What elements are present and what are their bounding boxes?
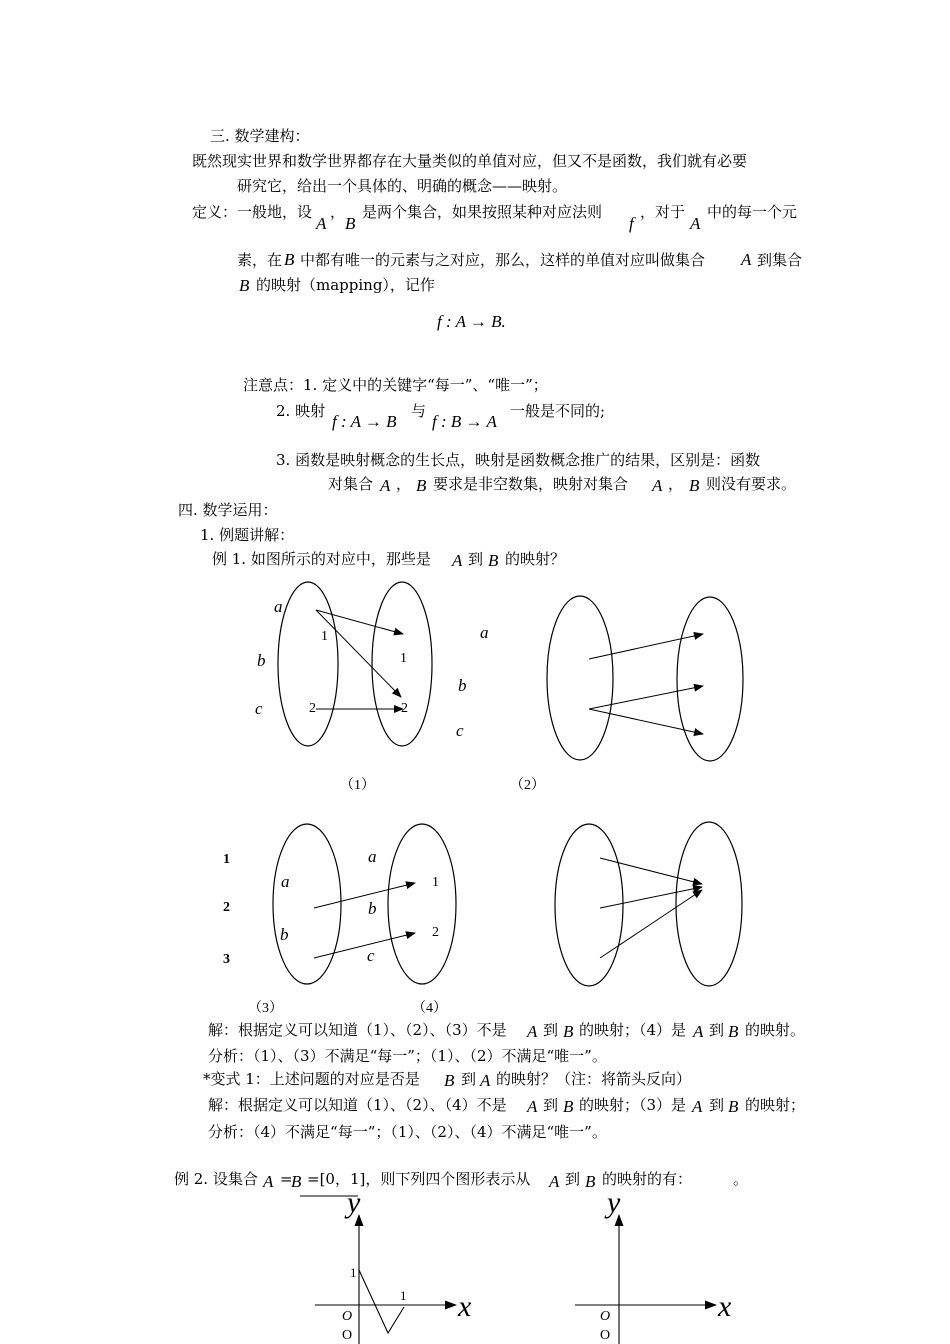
definition-set-a: A bbox=[316, 214, 327, 233]
note-1: 注意点：1. 定义中的关键字“每一”、“唯一”； bbox=[243, 376, 548, 394]
diagram-1-caption: （1） bbox=[340, 778, 375, 793]
diagram-4-left-label: c bbox=[367, 946, 375, 965]
diagram-1-arrow bbox=[316, 610, 403, 634]
definition-line2-text: 中都有唯一的元素与之对应，那么，这样的单值对应叫做集合 bbox=[300, 251, 706, 269]
example-2-a: 例 2. 设集合 bbox=[174, 1170, 258, 1188]
diagram-2-right-set bbox=[677, 597, 743, 761]
example-2-d: 的映射的有： bbox=[602, 1170, 693, 1188]
graph-2-y-label: y bbox=[607, 1190, 621, 1219]
diagram-4-caption: （4） bbox=[412, 1001, 447, 1016]
note-3-set-b-2: B bbox=[689, 476, 700, 495]
solution-1-c: 的映射；（4）是 bbox=[579, 1021, 687, 1039]
section-heading: 三. 数学建构： bbox=[210, 127, 310, 145]
diagram-3 bbox=[223, 824, 456, 1016]
diagram-3-right-label: 2 bbox=[432, 925, 439, 940]
solution-2-a: 解：根据定义可以知道（1）、（2）、（4）不是 bbox=[208, 1096, 507, 1114]
solution-1-set-b: B bbox=[563, 1022, 574, 1041]
graph-2-origin-2: O bbox=[600, 1328, 611, 1343]
diagram-2-left-set bbox=[547, 596, 613, 760]
solution-1-set-b-2: B bbox=[728, 1022, 739, 1041]
solution-1-e: 的映射。 bbox=[745, 1021, 806, 1039]
definition-set-b: B bbox=[345, 214, 356, 233]
definition-middle: 是两个集合，如果按照某种对应法则 bbox=[362, 203, 603, 221]
example-2-c: 到 bbox=[565, 1170, 581, 1188]
solution-2-b: 到 bbox=[543, 1096, 559, 1114]
variant-1-set-b: B bbox=[444, 1071, 455, 1090]
graph-2 bbox=[575, 1190, 732, 1344]
note-3-set-a-2: A bbox=[652, 476, 663, 495]
diagram-2 bbox=[456, 596, 743, 793]
diagram-1-left-set bbox=[278, 582, 338, 746]
solution-2-set-b: B bbox=[563, 1097, 574, 1116]
diagram-2-arrow bbox=[589, 634, 703, 659]
example-2-graphs bbox=[0, 1190, 950, 1344]
diagram-1 bbox=[255, 582, 432, 793]
example-2-set-a-2: A bbox=[549, 1172, 560, 1191]
graph-1-origin: O bbox=[342, 1309, 353, 1324]
diagram-3-left-label: b bbox=[280, 925, 289, 944]
graph-1-origin-2: O bbox=[342, 1328, 353, 1343]
graph-1-curve bbox=[359, 1270, 404, 1333]
solution-2-set-a-2: A bbox=[692, 1097, 703, 1116]
variant-1-b: 到 bbox=[461, 1070, 477, 1088]
diagram-4-right-set bbox=[676, 822, 742, 986]
graph-1-one-x: 1 bbox=[400, 1288, 407, 1303]
diagram-3-outer-label: 1 bbox=[223, 852, 230, 867]
example-2-set-b: B bbox=[291, 1172, 302, 1191]
diagram-1-right-label: 2 bbox=[401, 701, 408, 716]
graph-2-x-label: x bbox=[718, 1290, 732, 1323]
solution-1-set-a-2: A bbox=[693, 1022, 704, 1041]
mapping-diagrams bbox=[0, 580, 950, 1080]
solution-2-set-b-2: B bbox=[728, 1097, 739, 1116]
definition-line2-set-a: A bbox=[741, 250, 752, 269]
diagram-3-arrow bbox=[314, 883, 415, 908]
definition-line3-b: B bbox=[239, 276, 250, 295]
definition-comma: ， bbox=[330, 203, 346, 221]
diagram-1-inner-label: 1 bbox=[321, 629, 328, 644]
diagram-4-arrow bbox=[600, 890, 702, 958]
example-1-set-a: A bbox=[452, 551, 463, 570]
definition-middle-2: ，对于 bbox=[640, 203, 686, 221]
diagram-1-arrow bbox=[316, 610, 401, 697]
definition-line2-b: B bbox=[284, 250, 295, 269]
solution-2-c: 的映射；（3）是 bbox=[579, 1096, 687, 1114]
definition-set-a-2: A bbox=[690, 214, 701, 233]
analysis-1: 分析：（1）、（3）不满足“每一”；（1）、（2）不满足“唯一”。 bbox=[208, 1047, 607, 1065]
graph-1-x-label: x bbox=[458, 1290, 472, 1323]
diagram-4 bbox=[555, 822, 742, 986]
note-3-set-b: B bbox=[416, 476, 427, 495]
definition-line2-a: 素，在 bbox=[237, 251, 283, 269]
example-1-set-b: B bbox=[488, 551, 499, 570]
note-2-formula-2: f : B → A bbox=[432, 412, 497, 431]
solution-2-d: 到 bbox=[709, 1096, 725, 1114]
example-2-b: =[0，1]，则下列四个图形表示从 bbox=[307, 1170, 531, 1188]
solution-2-set-a: A bbox=[527, 1097, 538, 1116]
solution-1-d: 到 bbox=[709, 1021, 725, 1039]
graph-1 bbox=[300, 1190, 472, 1344]
note-2-mid: 与 bbox=[411, 402, 427, 420]
diagram-3-outer-label: 3 bbox=[223, 952, 230, 967]
diagram-4-arrow bbox=[600, 858, 702, 884]
diagram-4-left-label: b bbox=[368, 899, 377, 918]
diagram-3-caption: （3） bbox=[248, 1001, 283, 1016]
note-3-line2-d: 则没有要求。 bbox=[706, 475, 797, 493]
note-3-line2-b: 要求是非空数集，映射对集合 bbox=[433, 475, 629, 493]
variant-1-set-a: A bbox=[480, 1071, 491, 1090]
diagram-2-arrow bbox=[589, 709, 703, 734]
definition-tail: 中的每一个元 bbox=[707, 203, 798, 221]
intro-line-2: 研究它，给出一个具体的、明确的概念——映射。 bbox=[237, 177, 568, 195]
variant-1-a: *变式 1：上述问题的对应是否是 bbox=[203, 1070, 420, 1088]
analysis-2: 分析：（4）不满足“每一”；（1）、（2）、（4）不满足“唯一”。 bbox=[208, 1123, 607, 1141]
graph-1-one-y: 1 bbox=[350, 1265, 357, 1280]
diagram-1-left-label: a bbox=[274, 597, 283, 616]
diagram-2-caption: （2） bbox=[510, 778, 545, 793]
definition-line2-c: 到集合 bbox=[757, 251, 803, 269]
diagram-2-arrow bbox=[589, 686, 703, 709]
graph-2-origin: O bbox=[600, 1309, 611, 1324]
diagram-2-left-label: b bbox=[458, 676, 467, 695]
diagram-3-outer-label: 2 bbox=[223, 900, 230, 915]
note-2-tail: 一般是不同的; bbox=[510, 402, 606, 420]
intro-line-1: 既然现实世界和数学世界都存在大量类似的单值对应，但又不是函数，我们就有必要 bbox=[192, 152, 748, 170]
example-1-a: 例 1. 如图所示的对应中，那些是 bbox=[212, 550, 431, 568]
mapping-formula: f : A → B. bbox=[437, 312, 506, 331]
example-2-blank: 。 bbox=[733, 1170, 749, 1188]
definition-f: f bbox=[629, 214, 634, 233]
definition-line3-text: 的映射（mapping），记作 bbox=[256, 276, 435, 294]
diagram-2-left-label: c bbox=[456, 721, 464, 740]
note-3-line2-a: 对集合 bbox=[328, 475, 374, 493]
note-2-formula-1: f : A → B bbox=[332, 412, 397, 431]
diagram-1-left-label: c bbox=[255, 699, 263, 718]
note-3-comma-2: ， bbox=[668, 475, 684, 493]
diagram-1-left-label: b bbox=[257, 651, 266, 670]
note-3-set-a: A bbox=[380, 476, 391, 495]
solution-2-e: 的映射； bbox=[745, 1096, 806, 1114]
diagram-1-inner-label: 2 bbox=[309, 701, 316, 716]
diagram-4-arrow bbox=[600, 887, 702, 908]
example-1-c: 的映射？ bbox=[505, 550, 566, 568]
diagram-3-left-label: a bbox=[281, 872, 290, 891]
note-2-prefix: 2. 映射 bbox=[276, 402, 326, 420]
diagram-3-arrow bbox=[314, 933, 415, 958]
example-1-b: 到 bbox=[468, 550, 484, 568]
section-4-sub: 1. 例题讲解： bbox=[200, 526, 295, 544]
example-2-eq: = bbox=[280, 1170, 293, 1188]
example-2-set-a: A bbox=[263, 1172, 274, 1191]
example-2-set-b-2: B bbox=[585, 1172, 596, 1191]
graph-1-y-label: y bbox=[347, 1190, 361, 1219]
diagram-3-right-set bbox=[388, 824, 456, 984]
note-3-comma: ， bbox=[396, 475, 412, 493]
solution-1-a: 解：根据定义可以知道（1）、（2）、（3）不是 bbox=[208, 1021, 507, 1039]
solution-1-b: 到 bbox=[543, 1021, 559, 1039]
diagram-1-right-label: 1 bbox=[400, 651, 407, 666]
diagram-2-left-label: a bbox=[480, 623, 489, 642]
variant-1-c: 的映射？（注：将箭头反向） bbox=[496, 1070, 692, 1088]
definition-prefix: 定义：一般地，设 bbox=[192, 203, 313, 221]
section-4-heading: 四. 数学运用： bbox=[178, 501, 278, 519]
diagram-4-left-label: a bbox=[368, 847, 377, 866]
solution-1-set-a: A bbox=[527, 1022, 538, 1041]
note-3-line-1: 3. 函数是映射概念的生长点，映射是函数概念推广的结果，区别是：函数 bbox=[276, 451, 761, 469]
diagram-3-right-label: 1 bbox=[432, 875, 439, 890]
